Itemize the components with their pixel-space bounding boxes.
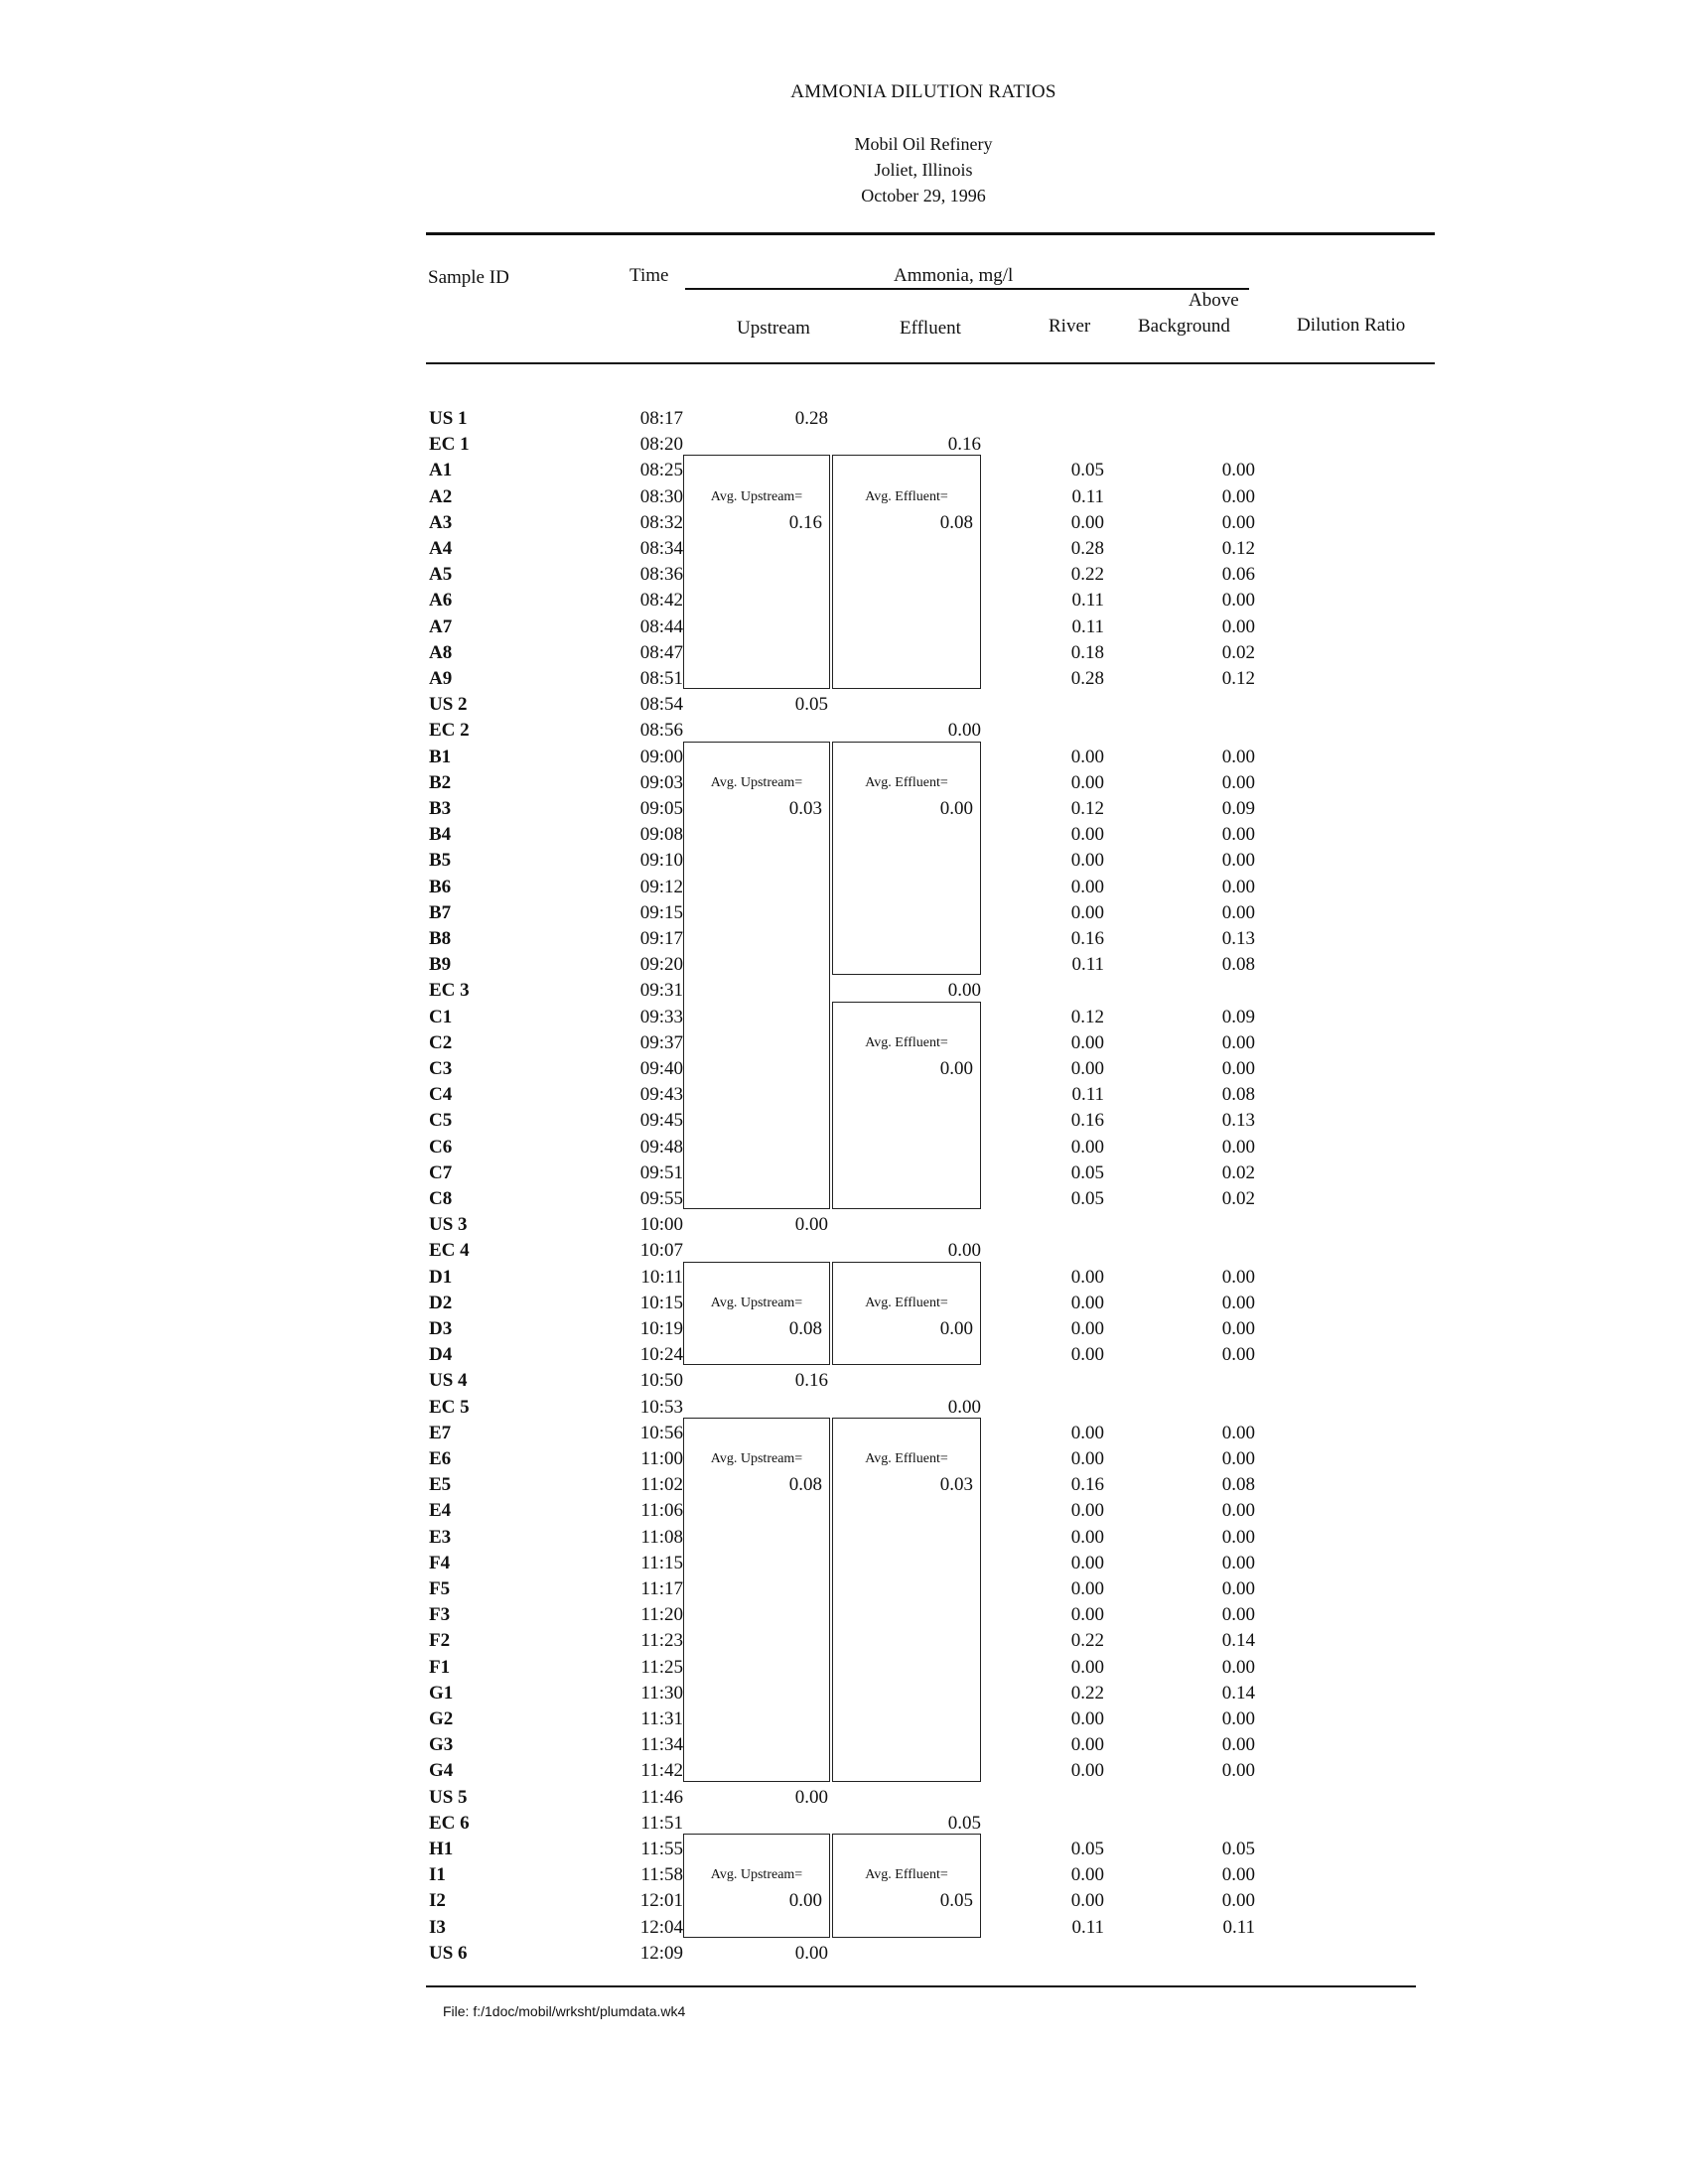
row-above-bg: 0.00 [1221,1058,1255,1079]
row-time: 08:32 [639,511,683,533]
row-river: 0.00 [1070,771,1104,793]
row-above-bg: 0.00 [1221,1578,1255,1599]
row-id: F5 [429,1578,451,1599]
row-river: 0.00 [1070,850,1104,872]
row-id: E4 [429,1500,452,1522]
effluent-average-box [832,1834,981,1938]
row-above-bg: 0.00 [1221,1422,1255,1443]
row-river: 0.00 [1070,1604,1104,1626]
row-above-bg: 0.00 [1221,771,1255,793]
row-id: E7 [429,1422,452,1443]
row-id: D1 [429,1266,453,1288]
row-river: 0.05 [1070,1188,1104,1209]
upstream-average-value: 0.00 [788,1890,822,1912]
row-id: EC 1 [429,434,470,456]
row-time: 12:01 [639,1890,683,1912]
row-id: B9 [429,954,452,976]
row-time: 09:33 [639,1006,683,1027]
row-time: 11:06 [640,1500,683,1522]
row-above-bg: 0.00 [1221,1031,1255,1053]
effluent-average-value: 0.00 [939,1318,973,1339]
row-time: 09:20 [639,954,683,976]
row-river: 0.00 [1070,1526,1104,1548]
row-time: 10:15 [639,1292,683,1313]
row-time: 09:40 [639,1058,683,1079]
row-time: 08:51 [639,668,683,689]
upstream-average-box [683,1418,830,1782]
row-id: F2 [429,1630,451,1652]
effluent-average-label: Avg. Effluent= [865,1867,948,1883]
row-time: 11:51 [640,1812,683,1834]
row-time: 11:25 [640,1656,683,1678]
row-id: B5 [429,850,452,872]
effluent-average-box [832,1418,981,1782]
row-time: 08:36 [639,564,683,586]
row-above-bg: 0.00 [1221,1760,1255,1782]
row-id: B2 [429,771,452,793]
row-river: 0.00 [1070,1760,1104,1782]
effluent-average-value: 0.03 [939,1474,973,1496]
row-above-bg: 0.00 [1221,746,1255,767]
row-river: 0.00 [1070,1448,1104,1469]
header-sample-id: Sample ID [428,267,509,288]
row-river: 0.00 [1070,1136,1104,1158]
row-above-bg: 0.00 [1221,1448,1255,1469]
row-time: 10:24 [639,1344,683,1366]
row-id: EC 3 [429,980,470,1002]
row-river: 0.00 [1070,1266,1104,1288]
row-id: B4 [429,824,452,846]
row-time: 10:19 [639,1318,683,1339]
row-id: C6 [429,1136,453,1158]
row-time: 11:34 [640,1734,683,1756]
header-above: Above [1189,290,1239,311]
row-upstream: 0.05 [794,694,828,716]
effluent-average-value: 0.00 [939,798,973,819]
row-above-bg: 0.00 [1221,1292,1255,1313]
row-above-bg: 0.00 [1221,1552,1255,1573]
row-time: 11:00 [640,1448,683,1469]
row-above-bg: 0.00 [1221,824,1255,846]
row-river: 0.11 [1071,1916,1104,1938]
row-time: 08:56 [639,720,683,742]
row-above-bg: 0.00 [1221,1136,1255,1158]
row-above-bg: 0.09 [1221,1006,1255,1027]
row-id: C3 [429,1058,453,1079]
row-id: A8 [429,641,453,663]
row-river: 0.22 [1070,564,1104,586]
row-time: 09:12 [639,876,683,897]
row-river: 0.00 [1070,511,1104,533]
row-river: 0.11 [1071,1084,1104,1106]
row-above-bg: 0.00 [1221,1864,1255,1886]
row-above-bg: 0.02 [1221,641,1255,663]
row-effluent: 0.00 [947,1240,981,1262]
row-above-bg: 0.00 [1221,901,1255,923]
effluent-average-box [832,1262,981,1366]
upstream-average-label: Avg. Upstream= [710,774,803,790]
row-time: 11:42 [640,1760,683,1782]
subtitle-location: Joliet, Illinois [874,160,973,180]
row-time: 10:07 [639,1240,683,1262]
row-time: 09:03 [639,771,683,793]
header-background: Background [1138,316,1230,337]
row-id: F1 [429,1656,451,1678]
row-id: C7 [429,1161,453,1183]
row-above-bg: 0.00 [1221,1656,1255,1678]
row-above-bg: 0.00 [1221,511,1255,533]
row-above-bg: 0.00 [1221,1890,1255,1912]
row-time: 08:44 [639,615,683,637]
row-river: 0.00 [1070,1734,1104,1756]
row-river: 0.00 [1070,1058,1104,1079]
row-river: 0.11 [1071,954,1104,976]
row-id: I3 [429,1916,446,1938]
row-time: 11:55 [640,1839,683,1859]
row-upstream: 0.00 [794,1214,828,1236]
upstream-average-value: 0.08 [788,1318,822,1339]
row-time: 09:08 [639,824,683,846]
row-river: 0.00 [1070,1031,1104,1053]
row-id: C2 [429,1031,453,1053]
row-id: D4 [429,1344,453,1366]
row-above-bg: 0.08 [1221,954,1255,976]
row-id: US 1 [429,408,468,429]
row-time: 09:17 [639,928,683,949]
row-id: H1 [429,1839,454,1859]
row-above-bg: 0.00 [1221,615,1255,637]
row-time: 08:54 [639,694,683,716]
row-above-bg: 0.13 [1221,928,1255,949]
row-time: 09:43 [639,1084,683,1106]
header-upstream: Upstream [737,318,810,339]
row-id: A6 [429,590,453,612]
row-id: US 5 [429,1786,468,1808]
row-river: 0.05 [1070,460,1104,481]
row-id: I1 [429,1864,446,1886]
row-id: US 4 [429,1370,468,1392]
row-id: A5 [429,564,453,586]
row-time: 08:42 [639,590,683,612]
row-river: 0.16 [1070,928,1104,949]
upstream-average-box [683,1834,830,1938]
row-id: EC 5 [429,1396,470,1418]
row-river: 0.00 [1070,1578,1104,1599]
row-above-bg: 0.00 [1221,850,1255,872]
row-time: 08:25 [639,460,683,481]
row-above-bg: 0.06 [1221,564,1255,586]
row-time: 11:31 [640,1708,683,1729]
row-id: B8 [429,928,452,949]
row-river: 0.00 [1070,1422,1104,1443]
row-time: 08:17 [639,408,683,429]
row-river: 0.00 [1070,1500,1104,1522]
header-dilution-ratio: Dilution Ratio [1297,315,1406,336]
row-above-bg: 0.00 [1221,876,1255,897]
row-above-bg: 0.12 [1221,668,1255,689]
row-above-bg: 0.02 [1221,1188,1255,1209]
row-upstream: 0.00 [794,1942,828,1964]
row-river: 0.00 [1070,1864,1104,1886]
row-river: 0.11 [1071,615,1104,637]
row-time: 11:30 [640,1682,683,1704]
row-effluent: 0.00 [947,1396,981,1418]
row-id: EC 4 [429,1240,470,1262]
row-river: 0.00 [1070,1890,1104,1912]
row-id: A2 [429,485,453,507]
row-time: 11:23 [640,1630,683,1652]
row-id: G2 [429,1708,454,1729]
row-above-bg: 0.00 [1221,1734,1255,1756]
row-time: 10:53 [639,1396,683,1418]
row-time: 10:56 [639,1422,683,1443]
row-above-bg: 0.05 [1221,1839,1255,1859]
row-id: A3 [429,511,453,533]
row-upstream: 0.28 [794,408,828,429]
file-path-footer: File: f:/1doc/mobil/wrksht/plumdata.wk4 [443,2003,686,2019]
row-river: 0.00 [1070,1344,1104,1366]
row-id: C4 [429,1084,453,1106]
row-time: 11:58 [640,1864,683,1886]
row-river: 0.00 [1070,1318,1104,1339]
row-upstream: 0.00 [794,1786,828,1808]
row-river: 0.22 [1070,1682,1104,1704]
row-time: 12:09 [639,1942,683,1964]
row-time: 11:08 [640,1526,683,1548]
row-id: US 6 [429,1942,468,1964]
effluent-average-value: 0.05 [939,1890,973,1912]
header-rule [426,362,1435,364]
row-above-bg: 0.14 [1221,1630,1255,1652]
row-id: EC 6 [429,1812,470,1834]
row-id: G1 [429,1682,454,1704]
row-time: 10:00 [639,1214,683,1236]
effluent-average-label: Avg. Effluent= [865,488,948,504]
row-river: 0.00 [1070,1708,1104,1729]
row-id: EC 2 [429,720,470,742]
row-above-bg: 0.00 [1221,1266,1255,1288]
row-river: 0.12 [1070,798,1104,819]
upstream-average-label: Avg. Upstream= [710,488,803,504]
row-above-bg: 0.00 [1221,1500,1255,1522]
row-effluent: 0.05 [947,1812,981,1834]
row-above-bg: 0.14 [1221,1682,1255,1704]
row-river: 0.05 [1070,1839,1104,1859]
row-id: D3 [429,1318,453,1339]
row-time: 09:31 [639,980,683,1002]
row-river: 0.00 [1070,1656,1104,1678]
row-effluent: 0.00 [947,980,981,1002]
subtitle-facility: Mobil Oil Refinery [854,134,993,154]
row-river: 0.16 [1070,1474,1104,1496]
row-id: E6 [429,1448,452,1469]
row-above-bg: 0.00 [1221,1604,1255,1626]
row-above-bg: 0.08 [1221,1084,1255,1106]
row-upstream: 0.16 [794,1370,828,1392]
row-id: I2 [429,1890,446,1912]
bottom-rule [426,1985,1416,1987]
row-river: 0.00 [1070,1552,1104,1573]
upstream-average-box [683,1262,830,1366]
row-river: 0.22 [1070,1630,1104,1652]
row-time: 11:20 [640,1604,683,1626]
header-time: Time [630,265,669,286]
header-ammonia: Ammonia, mg/l [894,265,1014,286]
upstream-average-value: 0.03 [788,798,822,819]
row-time: 10:50 [639,1370,683,1392]
header-effluent: Effluent [900,318,961,339]
upstream-average-label: Avg. Upstream= [710,1451,803,1466]
row-time: 08:20 [639,434,683,456]
row-river: 0.00 [1070,901,1104,923]
row-id: B1 [429,746,452,767]
row-above-bg: 0.09 [1221,798,1255,819]
ammonia-underline [685,288,1249,290]
row-id: C5 [429,1110,453,1132]
effluent-average-label: Avg. Effluent= [865,1034,948,1050]
row-time: 11:15 [640,1552,683,1573]
row-time: 09:55 [639,1188,683,1209]
row-time: 11:02 [640,1474,683,1496]
row-id: A4 [429,538,453,559]
row-id: A9 [429,668,453,689]
row-id: F3 [429,1604,451,1626]
row-id: A7 [429,615,453,637]
upstream-average-value: 0.16 [788,511,822,533]
row-time: 11:46 [640,1786,683,1808]
row-above-bg: 0.00 [1221,1526,1255,1548]
row-above-bg: 0.00 [1221,1318,1255,1339]
row-id: C1 [429,1006,453,1027]
row-above-bg: 0.00 [1221,1344,1255,1366]
row-river: 0.11 [1071,590,1104,612]
row-id: G3 [429,1734,454,1756]
row-id: D2 [429,1292,453,1313]
row-above-bg: 0.00 [1221,485,1255,507]
row-river: 0.28 [1070,668,1104,689]
upstream-average-value: 0.08 [788,1474,822,1496]
row-id: C8 [429,1188,453,1209]
row-river: 0.16 [1070,1110,1104,1132]
row-time: 09:05 [639,798,683,819]
row-id: F4 [429,1552,451,1573]
row-river: 0.00 [1070,746,1104,767]
row-river: 0.28 [1070,538,1104,559]
effluent-average-value: 0.00 [939,1058,973,1079]
row-time: 09:37 [639,1031,683,1053]
row-id: G4 [429,1760,454,1782]
row-river: 0.18 [1070,641,1104,663]
row-time: 09:00 [639,746,683,767]
row-id: A1 [429,460,453,481]
row-id: B3 [429,798,452,819]
row-id: US 3 [429,1214,468,1236]
top-rule [426,232,1435,235]
row-time: 09:10 [639,850,683,872]
row-above-bg: 0.00 [1221,1708,1255,1729]
row-time: 10:11 [640,1266,683,1288]
row-above-bg: 0.12 [1221,538,1255,559]
effluent-average-label: Avg. Effluent= [865,1451,948,1466]
row-river: 0.00 [1070,1292,1104,1313]
upstream-average-label: Avg. Upstream= [710,1867,803,1883]
effluent-average-label: Avg. Effluent= [865,1295,948,1310]
row-above-bg: 0.11 [1222,1916,1255,1938]
header-river: River [1049,316,1091,337]
effluent-average-label: Avg. Effluent= [865,774,948,790]
row-above-bg: 0.13 [1221,1110,1255,1132]
row-river: 0.12 [1070,1006,1104,1027]
row-id: B6 [429,876,452,897]
row-above-bg: 0.08 [1221,1474,1255,1496]
row-id: B7 [429,901,452,923]
row-above-bg: 0.00 [1221,460,1255,481]
row-id: E3 [429,1526,452,1548]
row-time: 09:15 [639,901,683,923]
upstream-average-label: Avg. Upstream= [710,1295,803,1310]
row-river: 0.00 [1070,824,1104,846]
effluent-average-value: 0.08 [939,511,973,533]
row-above-bg: 0.00 [1221,590,1255,612]
row-time: 11:17 [640,1578,683,1599]
row-id: E5 [429,1474,452,1496]
row-id: US 2 [429,694,468,716]
row-time: 09:48 [639,1136,683,1158]
subtitle-date: October 29, 1996 [861,186,986,205]
row-river: 0.05 [1070,1161,1104,1183]
row-time: 12:04 [639,1916,683,1938]
row-time: 09:45 [639,1110,683,1132]
row-time: 08:34 [639,538,683,559]
row-river: 0.00 [1070,876,1104,897]
report-title: AMMONIA DILUTION RATIOS [790,81,1056,102]
row-time: 08:30 [639,485,683,507]
row-effluent: 0.00 [947,720,981,742]
effluent-average-box [832,1002,981,1210]
row-river: 0.11 [1071,485,1104,507]
row-effluent: 0.16 [947,434,981,456]
row-time: 09:51 [639,1161,683,1183]
row-time: 08:47 [639,641,683,663]
row-above-bg: 0.02 [1221,1161,1255,1183]
